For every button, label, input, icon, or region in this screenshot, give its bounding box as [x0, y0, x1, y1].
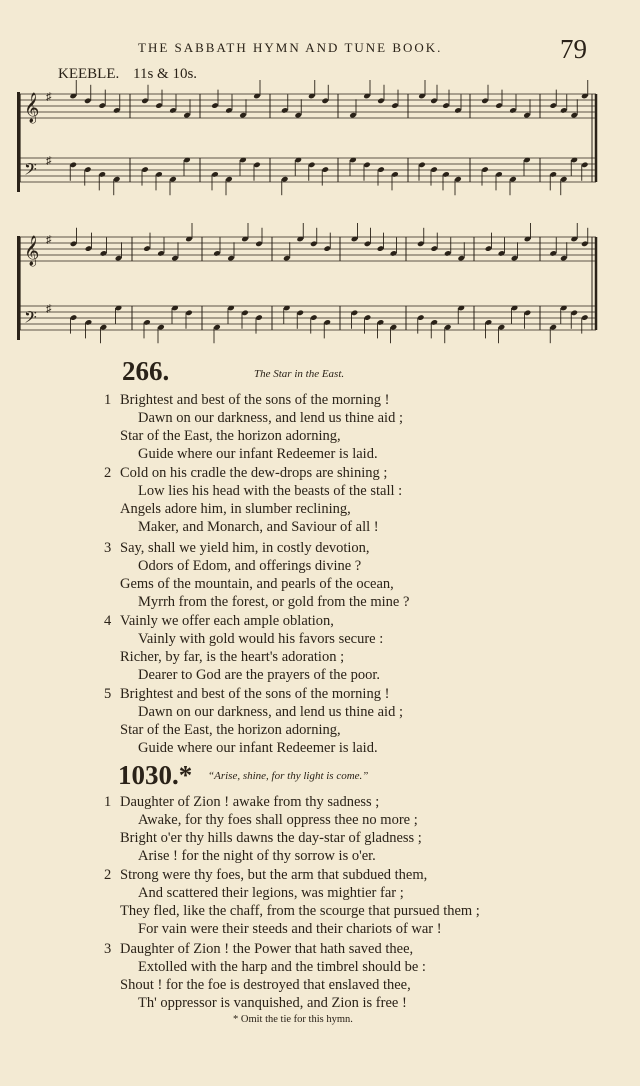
stanza-number: 2 — [104, 465, 112, 481]
page-number: 79 — [560, 34, 587, 64]
verse-line: Dawn on our darkness, and lend us thine aid ; — [138, 704, 403, 720]
hymn-number: 266. — [122, 356, 170, 386]
footnote: * Omit the tie for this hymn. — [233, 1014, 353, 1025]
stanza-number: 1 — [104, 392, 112, 408]
verse-line: Dearer to God are the prayers of the poor. — [138, 667, 380, 683]
sharp-icon: ♯ — [46, 303, 52, 315]
verse-line: Daughter of Zion ! the Power that hath saved thee, — [120, 941, 414, 957]
verse-line: Bright o'er thy hills dawns the day-star of gladness ; — [120, 830, 422, 846]
sharp-icon: ♯ — [46, 155, 52, 167]
tune-name: KEEBLE. — [58, 66, 120, 82]
verse-line: Cold on his cradle the dew-drops are shining ; — [120, 465, 388, 481]
verse-line: Brightest and best of the sons of the morning ! — [120, 392, 390, 408]
verse-line: Dawn on our darkness, and lend us thine aid ; — [138, 410, 403, 426]
verse-line: Vainly with gold would his favors secure : — [138, 631, 384, 647]
verse-line: Brightest and best of the sons of the morning ! — [120, 686, 390, 702]
verse-line: Angels adore him, in slumber reclining, — [120, 501, 351, 517]
sharp-icon: ♯ — [46, 234, 52, 246]
verse-line: Daughter of Zion ! awake from thy sadness ; — [120, 794, 380, 810]
verse-line: Richer, by far, is the heart's adoration ; — [120, 649, 345, 665]
stanza-number: 2 — [104, 867, 112, 883]
verse-line: Guide where our infant Redeemer is laid. — [138, 446, 378, 462]
stanza-number: 4 — [104, 613, 112, 629]
treble-clef-icon: 𝄞 — [24, 93, 40, 123]
verse-line: Awake, for thy foes shall oppress thee no more ; — [138, 812, 418, 828]
verse-line: For vain were their steeds and their chariots of war ! — [138, 921, 442, 937]
verse-line: They fled, like the chaff, from the scourge that pursued them ; — [120, 903, 480, 919]
verse-line: Odors of Edom, and offerings divine ? — [138, 558, 362, 574]
verse-line: Extolled with the harp and the timbrel should be : — [138, 959, 426, 975]
treble-clef-icon: 𝄞 — [24, 236, 40, 266]
stanza-number: 5 — [104, 686, 112, 702]
verse-line: And scattered their legions, was mightier far ; — [138, 885, 404, 901]
verse-line: Shout ! for the foe is destroyed that enslaved thee, — [120, 977, 411, 993]
hymn-title: “Arise, shine, for thy light is come.” — [208, 770, 369, 782]
running-title: THE SABBATH HYMN AND TUNE BOOK. — [138, 40, 443, 55]
bass-clef-icon: 𝄢 — [24, 159, 37, 183]
verse-line: Say, shall we yield him, in costly devotion, — [120, 540, 370, 556]
verse-line: Guide where our infant Redeemer is laid. — [138, 740, 378, 756]
verse-line: Myrrh from the forest, or gold from the mine ? — [138, 594, 410, 610]
stanza-number: 3 — [104, 941, 112, 957]
tune-meter: 11s & 10s. — [133, 66, 198, 82]
verse-line: Vainly we offer each ample oblation, — [120, 613, 334, 629]
verse-line: Low lies his head with the beasts of the stall : — [138, 483, 403, 499]
bass-clef-icon: 𝄢 — [24, 307, 37, 331]
sharp-icon: ♯ — [46, 91, 52, 103]
verse-line: Strong were thy foes, but the arm that subdued them, — [120, 867, 428, 883]
hymn-number: 1030.* — [118, 760, 193, 790]
verse-line: Arise ! for the night of thy sorrow is o'er. — [138, 848, 376, 864]
verse-line: Maker, and Monarch, and Saviour of all ! — [138, 519, 379, 535]
hymn-title: The Star in the East. — [254, 368, 345, 380]
verse-line: Star of the East, the horizon adorning, — [120, 722, 341, 738]
stanza-number: 3 — [104, 540, 112, 556]
verse-line: Gems of the mountain, and pearls of the ocean, — [120, 576, 394, 592]
verse-line: Th' oppressor is vanquished, and Zion is free ! — [138, 995, 407, 1011]
verse-line: Star of the East, the horizon adorning, — [120, 428, 341, 444]
stanza-number: 1 — [104, 794, 112, 810]
music-score — [0, 0, 640, 360]
